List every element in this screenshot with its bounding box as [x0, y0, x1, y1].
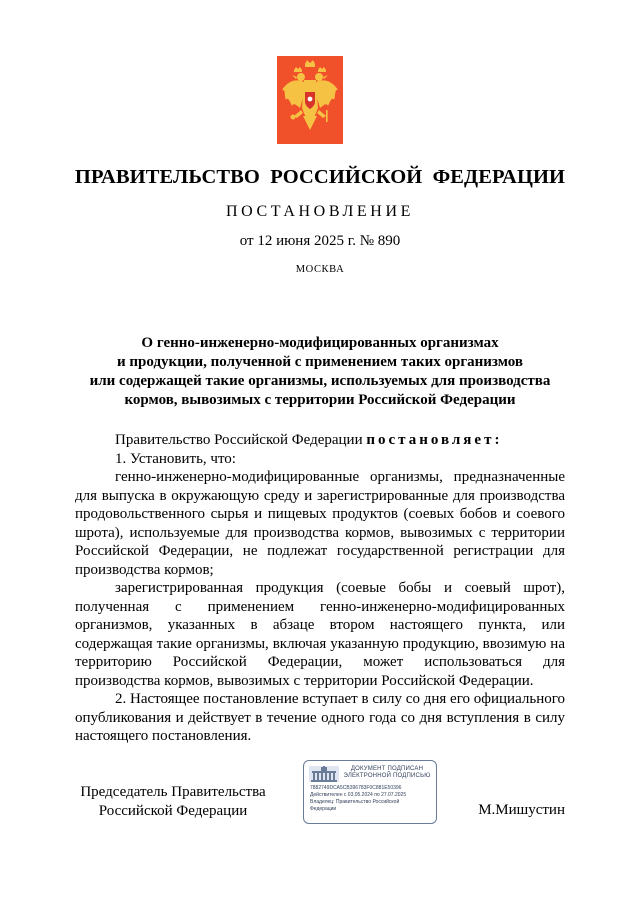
signatory-title-line: Российской Федерации	[98, 803, 248, 819]
signatory-title-line: Председатель Правительства	[80, 784, 266, 800]
subject-line: и продукции, полученной с применением таких организмов	[117, 354, 523, 370]
subject-line: О генно-инженерно-модифицированных организмах	[141, 335, 499, 351]
document-city: МОСКВА	[295, 264, 345, 275]
stamp-validity: Действителен с 03.05.2024 по 27.07.2025	[310, 792, 407, 798]
document-body	[75, 431, 565, 746]
stamp-owner: Федерации	[310, 806, 337, 812]
intro-text: Правительство Российской Федерации	[115, 432, 367, 448]
subject-line: или содержащей такие организмы, используемых для производства	[89, 373, 551, 389]
document-subject	[60, 334, 580, 410]
electronic-signature-stamp	[303, 760, 437, 824]
stamp-heading-line: ДОКУМЕНТ ПОДПИСАН	[350, 766, 424, 772]
intro-paragraph	[75, 431, 565, 450]
coat-of-arms-emblem	[277, 56, 343, 144]
resolves-word: постановляет:	[366, 432, 503, 448]
clause-1-heading: 1. Установить, что:	[115, 450, 236, 467]
clause-1-paragraph-1: генно-инженерно-модифицированные организмы, предназначенные для выпуска в окружающую среду и зарегистрированные для производства продовольственного сырья и пищевых продуктов (соевых бобов и соевого шрота), используемые для производства кормов, вывозимых с территории Российской Федерации, не подлежат государственной регистрации для производства кормов;	[75, 469, 565, 578]
document-type: ПОСТАНОВЛЕНИЕ	[226, 203, 414, 220]
signatory-title	[78, 783, 268, 821]
signatory-name: М.Мишустин	[478, 802, 565, 818]
clause-2-paragraph: 2. Настоящее постановление вступает в силу со дня его официального опубликования и действует в течение одного года со дня вступления в силу настоящего постановления.	[75, 691, 565, 744]
stamp-owner: Владелец: Правительство Российской	[310, 799, 400, 805]
russian-coat-of-arms-icon	[277, 56, 343, 144]
government-title: ПРАВИТЕЛЬСТВО РОССИЙСКОЙ ФЕДЕРАЦИИ	[74, 166, 566, 188]
clause-1-paragraph-2: зарегистрированная продукция (соевые бобы и соевый шрот), полученная с применением генно-инженерно-модифицированных организмов, указанных в абзаце втором настоящего пункта, или содержащая такие организмы, включая указанную продукцию, ввозимую на территорию Российской Федерации, может использоваться для производства кормов, вывозимых с территории Российской Федерации.	[75, 580, 565, 689]
government-building-icon	[309, 766, 339, 782]
document-date-number: от 12 июня 2025 г. № 890	[239, 233, 401, 249]
stamp-certificate: 7882749DCA5CB396783F0C881E50396	[310, 785, 402, 791]
stamp-heading	[342, 766, 432, 780]
subject-line: кормов, вывозимых с территории Российской Федерации	[124, 392, 516, 408]
stamp-heading-line: ЭЛЕКТРОННОЙ ПОДПИСЬЮ	[343, 773, 431, 779]
stamp-details	[310, 785, 432, 813]
